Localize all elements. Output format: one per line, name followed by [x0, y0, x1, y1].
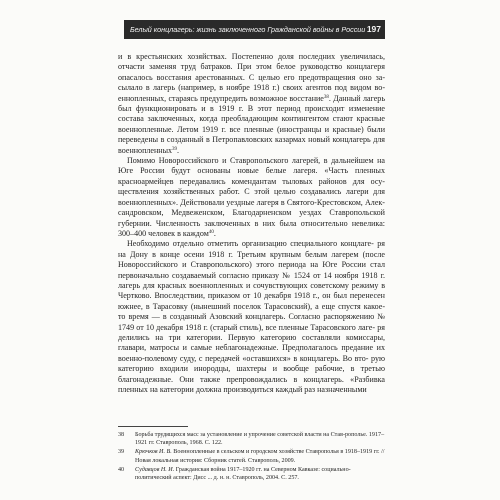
text-line: был функционировать и в 1919 г. В этот период происходит изменение	[118, 104, 385, 114]
text-line: благонадежные. Они также препровождались в концлагерь. «Разбивка	[118, 374, 385, 384]
text-line: № 1749 от 10 декабря 1918 г. (старый стиль), все пленные Тарасовского лаге-	[118, 312, 385, 332]
footnote-author: Крючков И. В.	[135, 449, 172, 456]
footnote-number: 38	[118, 432, 125, 438]
footnote	[118, 466, 385, 482]
text-line: военно-полевому суду, с передачей «оставшихся» в концлагерь. Во вто-	[118, 353, 369, 363]
text-line: первоначально создаваемый согласно приказу № 1524 от 14 ноября 1918 г.	[118, 270, 385, 280]
footnote-number: 39	[118, 449, 125, 456]
text-line: пленных на категории должна производиться каждый раз назначенными	[118, 385, 367, 394]
text-line: военнопленные. Летом 1919 г. все пленные (иностранцы и красные) были	[118, 124, 385, 134]
paragraph-2: Помимо Новороссийского и Ставропольского лагерей, в дальнейшем на Юге России будут основаны новые белые лагеря. «Часть пленных красноармейцев передавались комендантам тыловых районов для осу- ществления хозяйственных работ. С этой целью создавались лагери для военнопленных». Действовали уездные лагеря в Святого-Крестовском, Алек- сандровском, Медвеженском, Благодарненском уездах Ставропольской губернии. Численность заключенных в них была относительно невелика: 300–400 человек в каждом$^{40}$.	[118, 156, 385, 238]
footnote-author: Судавцов Н. И.	[135, 466, 175, 473]
text-line: на Юге России будут основаны новые белые лагеря. «Часть пленных	[118, 156, 385, 176]
footnote-text: Военнопленные в сельском и городском хозяйстве Ставрополья в 1918–1919 гг. // Новая локальная история: Сборник статей. Ставрополь, 2009.	[135, 449, 385, 464]
paragraph-1: и в крестьянских хозяйствах. Постепенно доля последних увеличилась, отчасти заменяя труд батраков. При этом белое руководство концлагеря опасалось восстания арестованных. С целью его предотвращения оно за- сылало в лагерь (например, в ноябре 1918 г.) своих агентов под видом во- еннопленных, стараясь предупредить возможное восстание$^{38}$. Данный лагерь был функционировать и в 1919 г. В этот период происходит изменение состава заключенных, когда преобладающим контингентом стают красные военнопленные. Летом 1919 г. все пленные (иностранцы и красные) были переведены в созданный в Петропавловских казармах новый концлагерь для военнопленных$^{39}$.	[118, 52, 385, 155]
text-line: Помимо Новороссийского и Ставропольского лагерей, в дальнейшем	[127, 156, 374, 166]
footnote-ref: 40	[208, 229, 214, 235]
footnote-divider	[118, 426, 188, 427]
footnote-ref: 38	[323, 94, 329, 100]
text-line: губернии. Численность заключенных в них была относительно невелика:	[118, 218, 385, 228]
paragraph-3	[118, 239, 385, 395]
text-line: то время — в созданный Азовский концлагерь. Согласно распоряжению	[118, 312, 375, 322]
page-number: 197	[366, 24, 381, 34]
text-line: опасалось восстания арестованных. С целью его предотвращения оно за-	[118, 72, 385, 82]
text-line: Необходимо отдельно отметить организацию специального концлаге-	[127, 239, 374, 249]
text-line: в Чертково. Впоследствии, приказом от 10 декабря 1918 г., он был перенесен	[118, 280, 386, 301]
text-line: для военнопленных	[118, 135, 385, 155]
text-line: ря делились на три категории. Первую категорию составляли комиссары,	[118, 322, 385, 342]
footnotes	[118, 431, 385, 483]
text-line: южнее, в Тарасовку (нынешний поселок Тарасовский), а еще спустя какое-	[118, 301, 385, 311]
footnote	[118, 448, 385, 464]
text-line: главари, матросы и самые неблагонадежные. Предполагалось предание их	[118, 343, 385, 353]
text-line: 300–400 человек в каждом	[118, 228, 209, 238]
running-header	[124, 20, 385, 39]
text-line: и в крестьянских хозяйствах. Постепенно доля последних увеличилась,	[118, 52, 385, 61]
text-line: переведены в созданный в Петропавловских казармах новый концлагерь	[118, 135, 371, 145]
text-line: Новороссийского и Ставропольского) этого периода на Юге России стал	[118, 260, 385, 270]
main-text	[118, 52, 385, 395]
text-line: лагерь для красных военнопленных и сочувствующих советскому режиму	[118, 280, 379, 290]
footnote	[118, 431, 385, 447]
footnote-number: 40	[118, 466, 125, 473]
footnote-text: Гражданская война 1917–1920 гг. на Северном Кавказе: социально-политический аспект: Дисс ... д. н. н. Ставрополь, 2004. С. 257.	[135, 466, 351, 482]
text-line: еннопленных, стараясь предупредить возможное восстание	[118, 93, 324, 103]
footnote-text: Борьба трудящихся масс за установление и упрочение советской власти на Став-ропольe. 1917–1921 гг. Ставрополь, 1968. С. 122.	[135, 432, 385, 447]
text-line: сандровском, Медвеженском, Благодарненском уездах Ставропольской	[118, 208, 385, 218]
text-line: красноармейцев передавались комендантам тыловых районов для осу-	[118, 176, 385, 186]
text-line: военнопленных». Действовали уездные лагеря в Святого-Крестовском, Алек-	[118, 197, 385, 207]
text-line: рую категорию входили инородцы, шахтеры и вообще рабочие, в третью	[118, 353, 385, 374]
text-line: отчасти заменяя труд батраков. При этом белое руководство концлагеря	[118, 62, 385, 72]
text-line: . Данный лагерь	[328, 93, 385, 103]
footnote-ref: 39	[172, 146, 178, 152]
text-line: состава заключенных, когда преобладающим контингентом стают красные	[118, 114, 385, 124]
running-title: Белый концлагерь: жизнь заключенного Гражданской войны в России	[130, 25, 366, 34]
text-line: ря на Дону в конце осени 1918 г. Третьим крупным белым лагерем (после	[118, 239, 386, 259]
text-line: сылало в лагерь (например, в ноябре 1918 г.) своих агентов под видом во-	[118, 83, 385, 93]
text-line: ществления хозяйственных работ. С этой целью создавались лагери для	[118, 187, 385, 197]
